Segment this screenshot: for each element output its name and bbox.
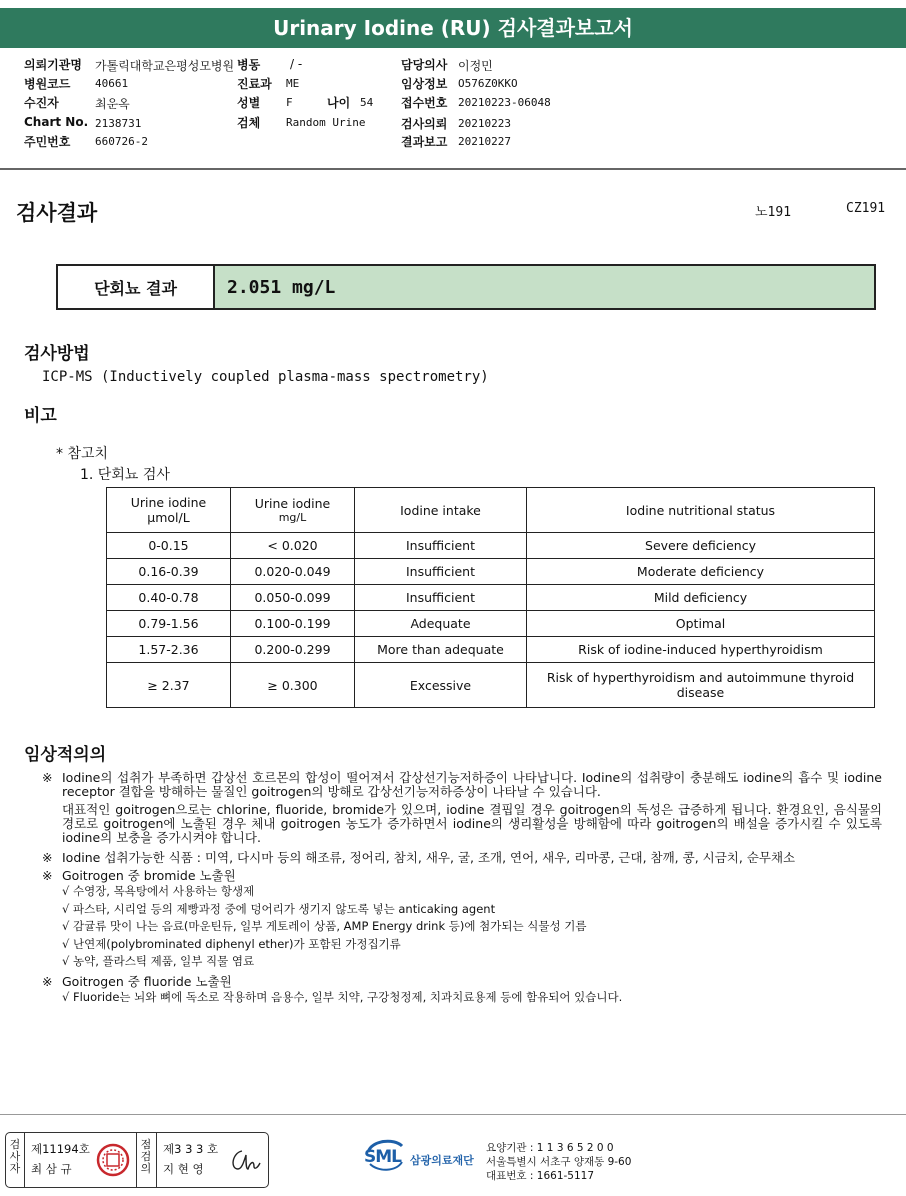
- reviewer-name: 지 현 영: [163, 1162, 204, 1176]
- cell: Adequate: [355, 611, 527, 637]
- hospital-code-value: 40661: [95, 77, 129, 90]
- header-mgl: [231, 488, 355, 533]
- patient-label: 수진자: [24, 96, 59, 110]
- specimen-label: 검체: [237, 116, 261, 130]
- signature-icon: [228, 1147, 262, 1175]
- reference-subtitle: 1. 단회뇨 검사: [80, 467, 170, 483]
- fluoride-title: Goitrogen 중 fluoride 노출원: [62, 973, 232, 989]
- header-mgl-line2: mg/L: [278, 511, 307, 524]
- hospital-code-label: 병원코드: [24, 77, 71, 91]
- table-header-row: [107, 488, 875, 533]
- hospital-value: 가톨릭대학교은평성모병원: [95, 59, 235, 73]
- receipt-no-label: 접수번호: [401, 96, 448, 110]
- chart-no-label: Chart No.: [24, 115, 89, 129]
- header-mgl-line1: Urine iodine: [254, 496, 331, 511]
- note-mark: ※: [42, 770, 53, 785]
- lab-address: 서울특별시 서초구 양재동 9-60: [486, 1156, 632, 1168]
- note-mark: ※: [42, 868, 53, 883]
- result-label: 단회뇨 결과: [58, 266, 215, 308]
- header-intake: Iodine intake: [355, 488, 527, 533]
- doctor-value: 이정민: [458, 59, 493, 73]
- list-item: √ 난연제(polybrominated diphenyl ether)가 포함된 가정집기류: [62, 936, 401, 951]
- clinical-text-1: Iodine의 섭취가 부족하면 갑상선 호르몬의 합성이 떨어져서 갑상선기능저하증이 나타납니다. Iodine의 섭취량이 충분해도 iodine의 흡수 및 iodine receptor 결합을 방해하는 물질인 goitrogen의 방해로 갑상선기능저하증상이 나타날 수 있습니다.: [62, 770, 882, 799]
- test-code-2: CZ191: [846, 201, 886, 216]
- header-status: Iodine nutritional status: [527, 488, 875, 533]
- cell: < 0.020: [231, 533, 355, 559]
- cell: ≥ 2.37: [107, 663, 231, 708]
- clinical-text-1b: 대표적인 goitrogen으로는 chlorine, fluoride, bromide가 있으며, iodine 결핍일 경우 goitrogen의 독성은 급증하게 됩니다. 환경요인, 음식물의 경로로 goitrogen에 노출된 경우 체내 goitrogen 농도가 증가하면서 iodine의 생리활성을 방해함에 따라 goitrogen의 배설을 증가시킬 수 있도록 iodine의 보충을 증가시켜야 합니다.: [62, 802, 882, 845]
- list-item: √ Fluoride는 뇌와 뼈에 독소로 작용하며 음용수, 일부 치약, 구강청정제, 치과치료용제 등에 함유되어 있습니다.: [62, 989, 623, 1004]
- sign-divider: [136, 1133, 137, 1187]
- clinical-info-label: 임상정보: [401, 77, 448, 91]
- cell: ≥ 0.300: [231, 663, 355, 708]
- cell: Severe deficiency: [527, 533, 875, 559]
- table-row: [107, 637, 875, 663]
- cell: 0.79-1.56: [107, 611, 231, 637]
- clinical-title: 임상적의의: [24, 745, 107, 765]
- cell: 0.16-0.39: [107, 559, 231, 585]
- clinical-paragraph: [42, 851, 882, 865]
- lab-code: 요양기관 : 1 1 3 6 5 2 0 0: [486, 1142, 614, 1154]
- result-value: 2.051 mg/L: [215, 266, 874, 308]
- test-code-1: 노191: [755, 205, 792, 220]
- header-umol: [107, 488, 231, 533]
- remarks-title: 비고: [24, 406, 57, 426]
- cell: Moderate deficiency: [527, 559, 875, 585]
- inspector-name: 최 삼 규: [31, 1162, 72, 1176]
- clinical-paragraph: [42, 771, 882, 799]
- cell: Risk of hyperthyroidism and autoimmune thyroid disease: [527, 663, 875, 708]
- sex-label: 성별: [237, 96, 261, 110]
- cell: 0.050-0.099: [231, 585, 355, 611]
- cell: Risk of iodine-induced hyperthyroidism: [527, 637, 875, 663]
- reviewer-license: 제3 3 3 호: [163, 1142, 219, 1156]
- cell: Excessive: [355, 663, 527, 708]
- doctor-label: 담당의사: [401, 58, 448, 72]
- cell: 0.100-0.199: [231, 611, 355, 637]
- request-date-label: 검사의뢰: [401, 117, 448, 131]
- resident-no-value: 660726-2: [95, 135, 148, 148]
- cell: 0.200-0.299: [231, 637, 355, 663]
- signature-box: [5, 1132, 269, 1188]
- cell: 0-0.15: [107, 533, 231, 559]
- bromide-heading: [42, 869, 882, 883]
- department-value: ME: [286, 77, 300, 90]
- table-row: [107, 663, 875, 708]
- lab-info: [486, 1141, 631, 1183]
- bromide-title: Goitrogen 중 bromide 노출원: [62, 868, 236, 883]
- reference-table: [106, 487, 875, 708]
- method-text: ICP-MS (Inductively coupled plasma-mass spectrometry): [42, 369, 489, 385]
- inspector-license: 제11194호: [31, 1142, 90, 1156]
- resident-no-label: 주민번호: [24, 135, 71, 149]
- cell: Mild deficiency: [527, 585, 875, 611]
- sex-value: F: [286, 96, 293, 109]
- list-item: √ 파스타, 시리얼 등의 제빵과정 중에 덩어리가 생기지 않도록 넣는 anticaking agent: [62, 901, 496, 916]
- logo-text: SML: [364, 1147, 401, 1167]
- clinical-text-2: Iodine 섭취가능한 식품 : 미역, 다시마 등의 해조류, 정어리, 참치, 새우, 굴, 조개, 연어, 새우, 리마콩, 근대, 참깨, 콩, 시금치, 순무채소: [62, 850, 796, 865]
- cell: Optimal: [527, 611, 875, 637]
- department-label: 진료과: [237, 77, 272, 91]
- result-box: [56, 264, 876, 310]
- footer-separator: [0, 1114, 906, 1115]
- clinical-info-value: O576Z0KKO: [458, 77, 518, 90]
- method-title: 검사방법: [24, 344, 90, 364]
- cell: 0.020-0.049: [231, 559, 355, 585]
- header-umol-line2: μmol/L: [147, 510, 190, 525]
- table-row: [107, 611, 875, 637]
- report-date-label: 결과보고: [401, 135, 448, 149]
- cell: Insufficient: [355, 559, 527, 585]
- header-umol-line1: Urine iodine: [130, 495, 207, 510]
- table-row: [107, 559, 875, 585]
- age-label: 나이: [327, 96, 351, 110]
- fluoride-heading: [42, 975, 882, 989]
- report-title-banner: Urinary Iodine (RU) 검사결과보고서: [0, 8, 906, 48]
- cell: 0.40-0.78: [107, 585, 231, 611]
- cell: Insufficient: [355, 533, 527, 559]
- reviewer-label: 점검의: [140, 1138, 152, 1175]
- lab-phone: 대표번호 : 1661-5117: [486, 1170, 595, 1182]
- table-row: [107, 533, 875, 559]
- cell: Insufficient: [355, 585, 527, 611]
- receipt-no-value: 20210223-06048: [458, 96, 551, 109]
- request-date-value: 20210223: [458, 117, 511, 130]
- sign-divider: [156, 1133, 157, 1187]
- header-separator: [0, 168, 906, 170]
- ward-label: 병동: [237, 58, 261, 72]
- reference-title: * 참고치: [56, 446, 109, 462]
- result-section-title: 검사결과: [16, 201, 98, 225]
- list-item: √ 수영장, 목욕탕에서 사용하는 항생제: [62, 884, 255, 898]
- inspector-label: 검사자: [9, 1138, 21, 1175]
- chart-no-value: 2138731: [95, 117, 142, 130]
- hospital-label: 의뢰기관명: [24, 58, 82, 72]
- seal-stamp-icon: [96, 1143, 130, 1177]
- cell: More than adequate: [355, 637, 527, 663]
- ward-value: / -: [290, 57, 303, 71]
- patient-value: 최운옥: [95, 97, 130, 111]
- note-mark: ※: [42, 850, 53, 865]
- table-row: [107, 585, 875, 611]
- report-date-value: 20210227: [458, 135, 511, 148]
- list-item: √ 감귤류 맛이 나는 음료(마운틴듀, 일부 게토레이 상품, AMP Energy drink 등)에 첨가되는 식물성 기름: [62, 919, 587, 933]
- sign-divider: [24, 1133, 25, 1187]
- specimen-value: Random Urine: [286, 116, 366, 129]
- foundation-name: 삼광의료재단: [410, 1154, 474, 1167]
- list-item: √ 농약, 플라스틱 제품, 일부 직물 염료: [62, 954, 255, 968]
- age-value: 54: [360, 96, 374, 109]
- note-mark: ※: [42, 973, 53, 989]
- clinical-significance: [42, 771, 882, 1006]
- cell: 1.57-2.36: [107, 637, 231, 663]
